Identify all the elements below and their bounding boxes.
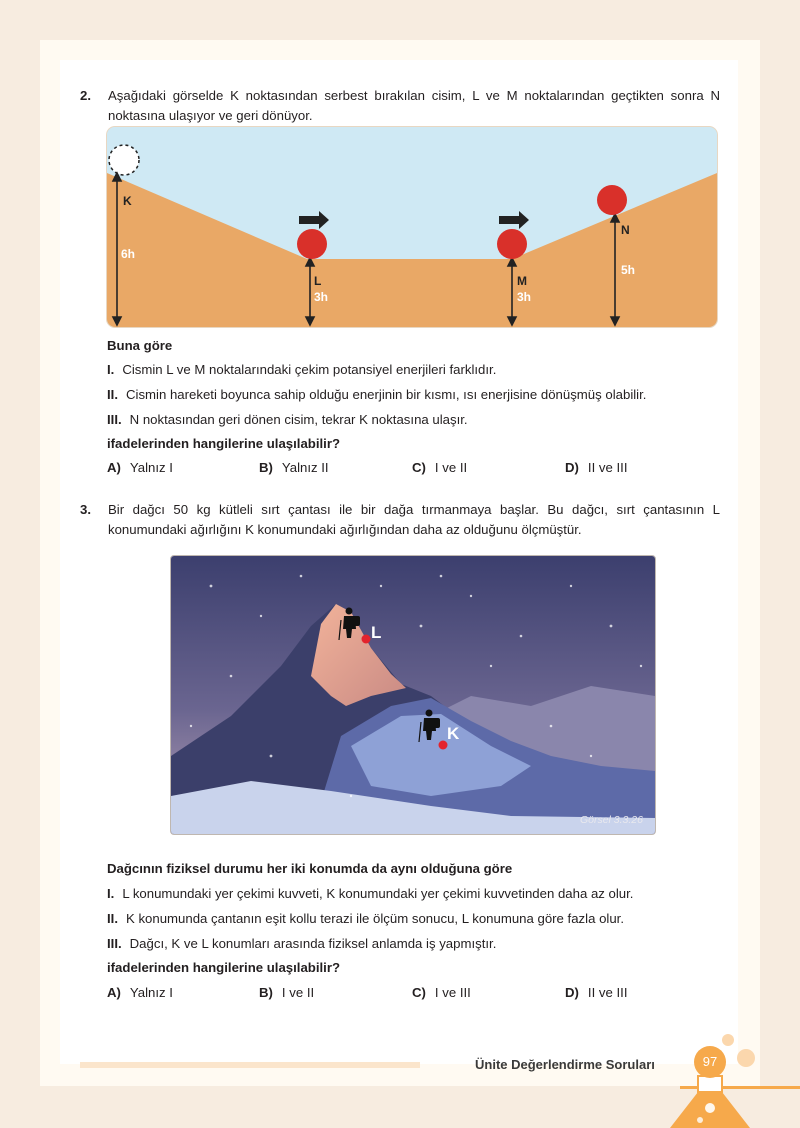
energy-track-figure xyxy=(107,127,717,327)
question-2 xyxy=(80,86,720,126)
page-number: 97 xyxy=(702,1054,718,1069)
option-letter: C) xyxy=(412,985,426,1000)
statement xyxy=(107,362,496,377)
option-text: Yalnız I xyxy=(129,460,173,475)
option-a[interactable] xyxy=(107,460,173,475)
option-text: Yalnız I xyxy=(129,985,173,1000)
height-n: 5h xyxy=(621,263,636,277)
option-letter: B) xyxy=(259,985,273,1000)
option-a[interactable] xyxy=(107,985,173,1000)
option-d[interactable] xyxy=(565,985,628,1000)
option-d[interactable] xyxy=(565,460,628,475)
mountain-climber-figure xyxy=(170,555,656,835)
label-l: L xyxy=(314,274,322,288)
statement-text: Dağcı, K ve L konumları arasında fiziksel anlamda iş yapmıştır. xyxy=(129,936,497,951)
label-n: N xyxy=(621,223,630,237)
label-l: L xyxy=(371,623,382,642)
option-letter: A) xyxy=(107,985,121,1000)
question-3 xyxy=(80,500,720,540)
label-k: K xyxy=(447,724,460,743)
question-text: Bir dağcı 50 kg kütleli sırt çantası ile bir dağa tırmanmaya başlar. Bu dağcı, sırt çantasının L konumundaki ağırlığını K konumundaki ağırlığından daha az olduğunu ölçmüştür. xyxy=(108,502,720,537)
question-lead: Buna göre xyxy=(107,338,173,353)
option-b[interactable] xyxy=(259,985,314,1000)
figure-caption: Görsel 3.3.26 xyxy=(579,814,643,826)
option-text: I ve II xyxy=(281,985,315,1000)
statement-number: I. xyxy=(107,362,115,377)
statement xyxy=(107,412,468,427)
statement xyxy=(107,886,633,901)
option-letter: A) xyxy=(107,460,121,475)
statement-number: III. xyxy=(107,936,122,951)
statement-text: K konumunda çantanın eşit kollu terazi ile ölçüm sonucu, L konumuna göre fazla olur. xyxy=(126,911,624,926)
statement-number: II. xyxy=(107,911,118,926)
option-text: Yalnız II xyxy=(281,460,329,475)
option-c[interactable] xyxy=(412,460,467,475)
option-text: II ve III xyxy=(587,985,628,1000)
answer-options xyxy=(107,460,727,480)
statement-text: L konumundaki yer çekimi kuvveti, K konumundaki yer çekimi kuvvetinden daha az olur. xyxy=(122,886,634,901)
question-text: Aşağıdaki görselde K noktasından serbest bırakılan cisim, L ve M noktalarından geçtikten sonra N noktasına ulaşıyor ve geri dönüyor. xyxy=(108,88,720,123)
option-c[interactable] xyxy=(412,985,471,1000)
height-k: 6h xyxy=(121,247,136,261)
option-letter: D) xyxy=(565,985,579,1000)
statement xyxy=(107,911,624,926)
option-text: II ve III xyxy=(587,460,628,475)
statement-text: N noktasından geri dönen cisim, tekrar K noktasına ulaşır. xyxy=(129,412,468,427)
answer-options xyxy=(107,985,727,1005)
statement-number: II. xyxy=(107,387,118,402)
option-text: I ve III xyxy=(434,985,471,1000)
statement xyxy=(107,387,646,402)
statement xyxy=(107,936,496,951)
option-text: I ve II xyxy=(434,460,468,475)
height-l: 3h xyxy=(314,290,329,304)
option-letter: C) xyxy=(412,460,426,475)
question-lead: Dağcının fiziksel durumu her iki konumda da aynı olduğuna göre xyxy=(107,861,513,876)
option-letter: D) xyxy=(565,460,579,475)
height-m: 3h xyxy=(517,290,532,304)
question-prompt: ifadelerinden hangilerine ulaşılabilir? xyxy=(107,960,341,975)
option-letter: B) xyxy=(259,460,273,475)
statement-number: III. xyxy=(107,412,122,427)
question-number: 2. xyxy=(80,88,91,103)
label-k: K xyxy=(123,194,132,208)
label-m: M xyxy=(517,274,527,288)
statement-text: Cismin L ve M noktalarındaki çekim potansiyel enerjileri farklıdır. xyxy=(122,362,497,377)
question-number: 3. xyxy=(80,502,91,517)
statement-text: Cismin hareketi boyunca sahip olduğu enerjinin bir kısmı, ısı enerjisine dönüşmüş olabilir. xyxy=(126,387,647,402)
footer-section-title: Ünite Değerlendirme Soruları xyxy=(475,1057,655,1072)
flask-icon xyxy=(660,1028,800,1128)
statement-number: I. xyxy=(107,886,115,901)
option-b[interactable] xyxy=(259,460,329,475)
question-prompt: ifadelerinden hangilerine ulaşılabilir? xyxy=(107,436,341,451)
footer-divider xyxy=(80,1062,420,1068)
